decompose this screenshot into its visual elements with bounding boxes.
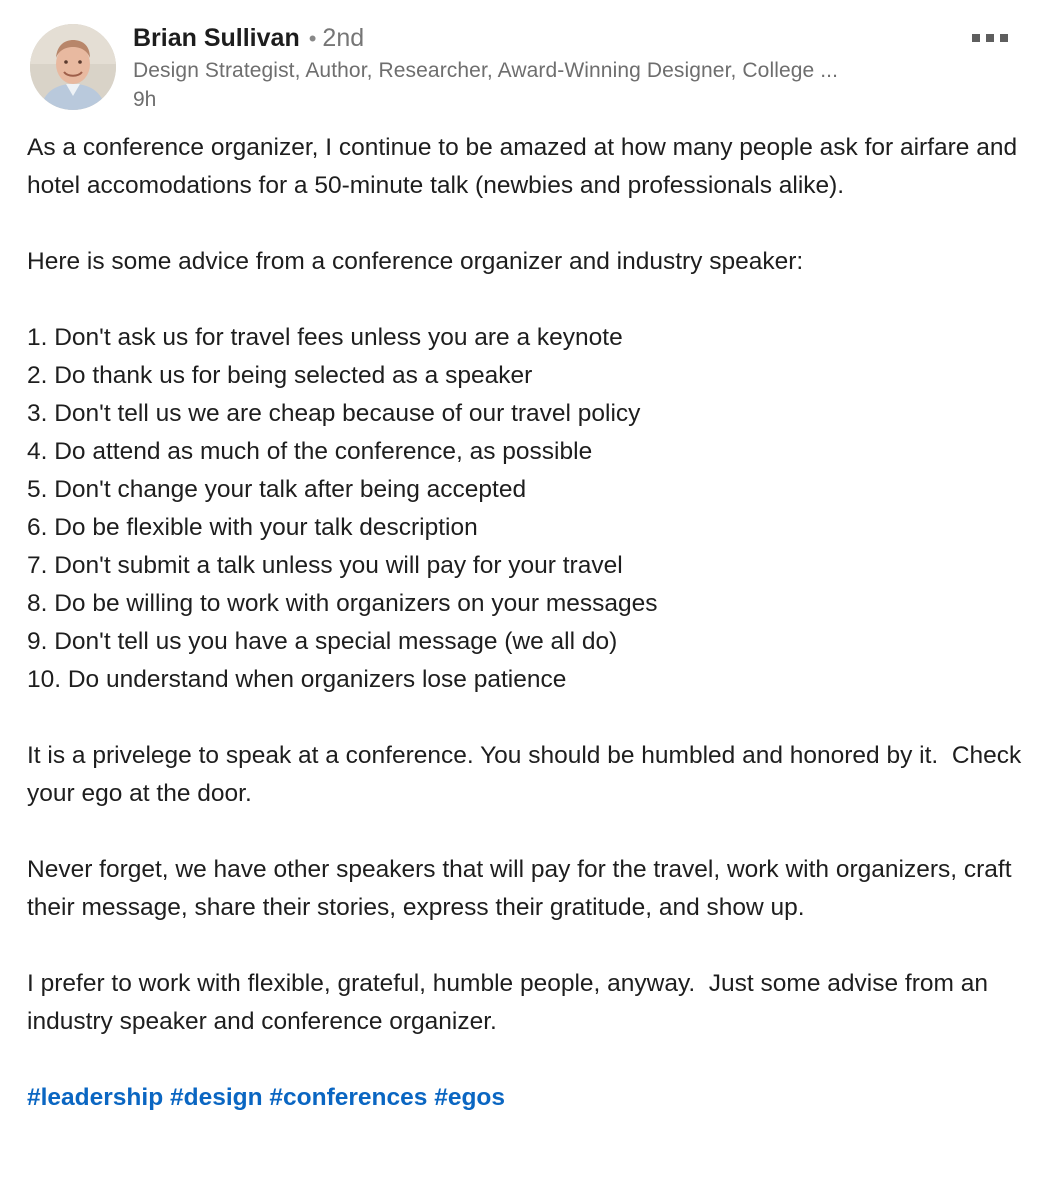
post-header [0,0,1039,130]
list-item: 10. Do understand when organizers lose patience [27,666,567,693]
more-horizontal-icon [969,34,1011,42]
list-item: 4. Do attend as much of the conference, as possible [27,438,593,465]
more-options-button[interactable] [962,22,1018,54]
list-item: 7. Don't submit a talk unless you will pay for your travel [27,552,623,579]
author-name-line [133,24,364,56]
list-item: 6. Do be flexible with your talk description [27,514,478,541]
hashtag-design[interactable]: #design [170,1084,263,1111]
list-item: 5. Don't change your talk after being accepted [27,476,527,503]
never-forget-paragraph: Never forget, we have other speakers that will pay for the travel, work with organizers, craft their message, share their stories, express their gratitude, and show up. [27,856,1019,921]
post-intro: As a conference organizer, I continue to be amazed at how many people ask for airfare and hotel accomodations for a 50-minute talk (newbies and professionals alike). [27,134,1024,199]
separator-dot: • [308,26,317,51]
hashtag-egos[interactable]: #egos [434,1084,506,1111]
author-headline: Design Strategist, Author, Researcher, Award-Winning Designer, College ... [133,59,839,82]
list-item: 1. Don't ask us for travel fees unless you are a keynote [27,324,623,351]
avatar-photo [30,24,116,110]
author-avatar[interactable] [30,24,116,110]
list-item: 8. Do be willing to work with organizers on your messages [27,590,658,617]
closing-paragraph: I prefer to work with flexible, grateful, humble people, anyway. Just some advise from an industry speaker and conference organizer. [27,970,995,1035]
advice-intro: Here is some advice from a conference organizer and industry speaker: [27,248,804,275]
list-item: 2. Do thank us for being selected as a speaker [27,362,533,389]
author-name[interactable]: Brian Sullivan [133,24,300,52]
hashtag-leadership[interactable]: #leadership [27,1084,164,1111]
hashtag-conferences[interactable]: #conferences [269,1084,428,1111]
post-timestamp: 9h [133,88,157,111]
list-item: 9. Don't tell us you have a special message (we all do) [27,628,618,655]
advice-list [27,319,1022,699]
hashtag-list [27,1079,1022,1117]
connection-degree: 2nd [322,24,365,52]
privilege-paragraph: It is a privelege to speak at a conference. You should be humbled and honored by it. Check your ego at the door. [27,742,1029,807]
list-item: 3. Don't tell us we are cheap because of our travel policy [27,400,641,427]
post-body [27,129,1029,1117]
